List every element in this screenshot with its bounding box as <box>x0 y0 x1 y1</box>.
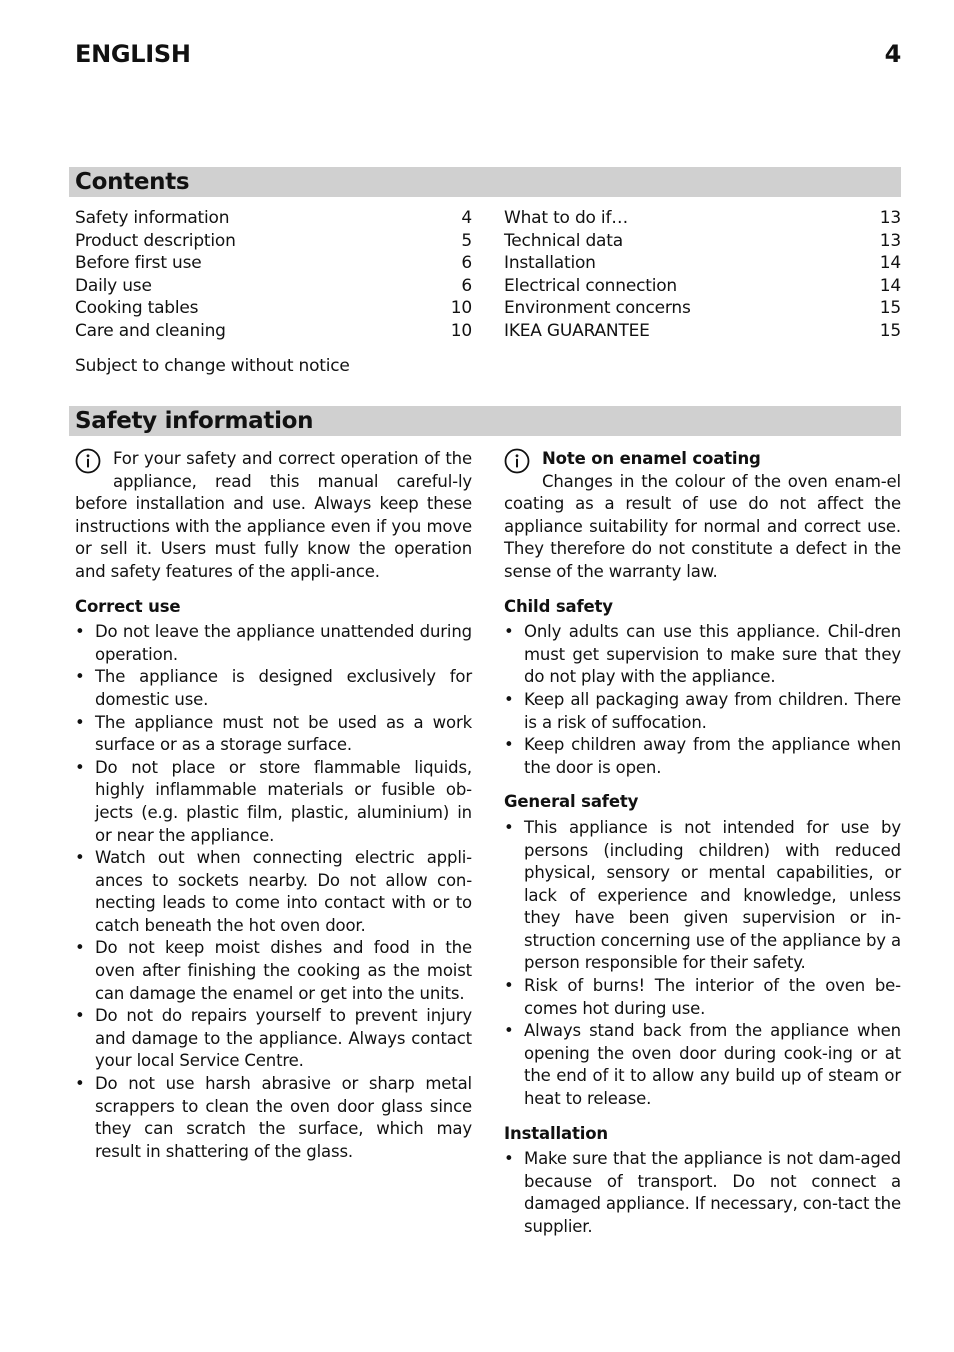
toc-entry-page: 10 <box>450 298 472 319</box>
toc-entry-page: 14 <box>879 275 901 296</box>
toc-entry-page: 13 <box>879 208 901 228</box>
general-safety-list <box>504 817 901 1111</box>
toc-entry[interactable] <box>504 252 901 275</box>
contents-heading: Contents <box>69 167 901 197</box>
toc-entry-page: 6 <box>461 253 472 274</box>
toc-entry-label: Before first use <box>75 253 202 274</box>
toc-right-column <box>504 207 901 343</box>
toc-entry-label: Product description <box>75 230 236 251</box>
page-header <box>75 40 901 68</box>
list-item: • Do not use harsh abrasive or sharp metal scrappers to clean the oven door glass since they can scratch the surface, which may result in shattering of the glass. <box>75 1073 472 1163</box>
toc-entry-label: Cooking tables <box>75 298 199 319</box>
list-item: • Do not leave the appliance unattended during operation. <box>75 621 472 666</box>
intro-note-text: For your safety and correct operation of the appliance, read this manual careful-ly before installation and use. Always keep these instructions with the appliance even if you move or sell it. Users must fully know the operation and safety features of the appli-ance. <box>75 449 472 581</box>
list-item: • Do not keep moist dishes and food in the oven after finishing the cooking as the moist can damage the enamel or get into the units. <box>75 937 472 1005</box>
enamel-note <box>504 448 901 584</box>
list-item: • This appliance is not intended for use by persons (including children) with reduced physical, sensory or mental capabilities, or lack of experience and knowledge, unless they have been given supervision or in-struction concerning use of the appliance by a person responsible for their safety. <box>504 817 901 975</box>
toc-entry[interactable] <box>75 252 472 275</box>
list-item: • Do not do repairs yourself to prevent injury and damage to the appliance. Always contact your local Service Centre. <box>75 1005 472 1073</box>
toc-entry[interactable] <box>504 320 901 343</box>
enamel-note-text: Changes in the colour of the oven enam-el coating as a result of use do not affect the appliance suitability for normal and correct use. They therefore do not constitute a defect in the sense of the warranty law. <box>504 471 901 581</box>
list-item: • The appliance is designed exclusively for domestic use. <box>75 666 472 711</box>
toc-left-column <box>75 207 472 343</box>
toc-entry-label: What to do if… <box>504 208 629 228</box>
toc-entry-label: Installation <box>504 253 596 274</box>
correct-use-heading: Correct use <box>75 596 181 616</box>
toc-entry[interactable] <box>75 320 472 343</box>
safety-right-column <box>504 448 901 1239</box>
list-item: • Make sure that the appliance is not dam-aged because of transport. Do not connect a damaged appliance. If necessary, con-tact the supplier. <box>504 1148 901 1238</box>
child-safety-list <box>504 621 901 779</box>
toc-entry[interactable] <box>504 297 901 320</box>
toc-entry-label: IKEA GUARANTEE <box>504 320 650 341</box>
page-number: 4 <box>884 40 901 68</box>
toc-entry-page: 5 <box>461 230 472 251</box>
intro-note <box>75 448 472 584</box>
language-label: ENGLISH <box>75 40 191 68</box>
toc-entry-page: 15 <box>879 320 901 341</box>
list-item: • Only adults can use this appliance. Chil-dren must get supervision to make sure that they do not play with the appliance. <box>504 621 901 689</box>
info-icon <box>75 448 101 474</box>
child-safety-heading: Child safety <box>504 596 613 616</box>
installation-list <box>504 1148 901 1238</box>
toc-entry[interactable] <box>75 297 472 320</box>
safety-left-column <box>75 448 472 1163</box>
safety-heading: Safety information <box>69 406 901 436</box>
installation-heading: Installation <box>504 1123 608 1143</box>
toc-entry-label: Technical data <box>504 230 623 251</box>
toc-entry[interactable] <box>504 275 901 298</box>
list-item: • Do not place or store flammable liquids, highly inflammable materials or fusible ob-jects (e.g. plastic film, plastic, aluminium) in or near the appliance. <box>75 757 472 847</box>
toc-entry[interactable] <box>75 230 472 253</box>
toc-entry-page: 14 <box>879 253 901 274</box>
toc-entry-label: Electrical connection <box>504 275 678 296</box>
list-item: • Watch out when connecting electric appli-ances to sockets nearby. Do not allow con-necting leads to come into contact with or to catch beneath the hot oven door. <box>75 847 472 937</box>
toc-entry-label: Environment concerns <box>504 298 691 319</box>
enamel-note-title: Note on enamel coating <box>542 449 761 468</box>
general-safety-heading: General safety <box>504 792 639 812</box>
list-item: • The appliance must not be used as a work surface or as a storage surface. <box>75 712 472 757</box>
toc-entry[interactable] <box>504 207 901 230</box>
toc-entry-label: Safety information <box>75 208 230 228</box>
change-notice: Subject to change without notice <box>75 356 350 376</box>
toc-entry-page: 6 <box>461 275 472 296</box>
list-item: • Keep children away from the appliance when the door is open. <box>504 734 901 779</box>
toc-entry[interactable] <box>75 275 472 298</box>
list-item: • Keep all packaging away from children. There is a risk of suffocation. <box>504 689 901 734</box>
toc-entry[interactable] <box>75 207 472 230</box>
list-item: • Always stand back from the appliance when opening the oven door during cook-ing or at the end of it to allow any build up of steam or heat to release. <box>504 1020 901 1110</box>
toc-entry-page: 15 <box>879 298 901 319</box>
toc-entry-label: Care and cleaning <box>75 320 226 341</box>
toc-entry-page: 10 <box>450 320 472 341</box>
toc-entry[interactable] <box>504 230 901 253</box>
toc-entry-page: 4 <box>461 208 472 228</box>
info-icon <box>504 448 530 474</box>
toc-entry-page: 13 <box>879 230 901 251</box>
toc-entry-label: Daily use <box>75 275 152 296</box>
list-item: • Risk of burns! The interior of the oven be-comes hot during use. <box>504 975 901 1020</box>
correct-use-list <box>75 621 472 1163</box>
